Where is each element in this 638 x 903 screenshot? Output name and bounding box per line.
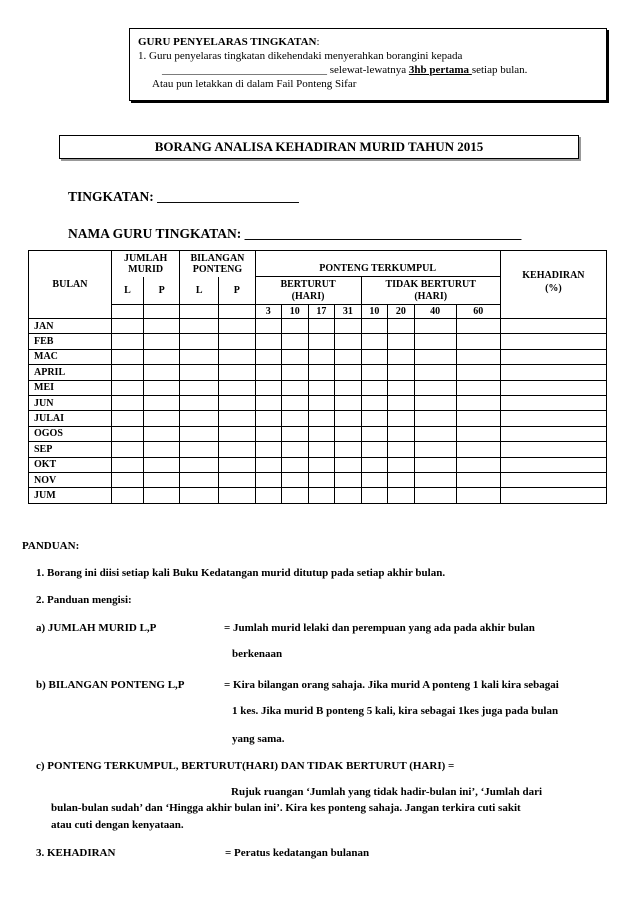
table-cell[interactable] bbox=[361, 472, 388, 487]
form-title: BORANG ANALISA KEHADIRAN MURID TAHUN 2015 bbox=[59, 135, 579, 159]
table-cell[interactable] bbox=[111, 334, 143, 349]
notice-box bbox=[129, 28, 607, 101]
header-kehadiran bbox=[500, 251, 606, 319]
table-cell[interactable] bbox=[335, 442, 362, 457]
table-cell[interactable] bbox=[180, 411, 219, 426]
table-cell[interactable] bbox=[219, 472, 255, 487]
table-cell[interactable] bbox=[361, 442, 388, 457]
notice-end: setiap bulan. bbox=[471, 64, 528, 76]
header-tidak-1: TIDAK BERTURUT bbox=[385, 278, 476, 290]
tidak-day-20: 20 bbox=[388, 305, 415, 319]
header-jumlah-l: L bbox=[111, 277, 143, 305]
table-cell[interactable] bbox=[219, 365, 255, 380]
table-cell[interactable] bbox=[335, 349, 362, 364]
table-cell[interactable] bbox=[456, 365, 500, 380]
berturut-day-17: 17 bbox=[308, 305, 335, 319]
table-cell[interactable] bbox=[308, 472, 335, 487]
table-cell[interactable] bbox=[388, 319, 415, 334]
table-cell[interactable] bbox=[111, 349, 143, 364]
table-cell[interactable] bbox=[388, 334, 415, 349]
table-cell[interactable] bbox=[255, 395, 282, 410]
header-berturut-1: BERTURUT bbox=[280, 278, 336, 290]
table-cell[interactable] bbox=[361, 426, 388, 441]
table-cell[interactable] bbox=[414, 472, 456, 487]
table-cell[interactable] bbox=[111, 319, 143, 334]
month-label: SEP bbox=[29, 442, 112, 457]
header-kehadiran-2: (%) bbox=[545, 283, 562, 294]
table-cell[interactable] bbox=[255, 365, 282, 380]
berturut-day-10: 10 bbox=[282, 305, 309, 319]
table-cell[interactable] bbox=[180, 395, 219, 410]
table-row bbox=[29, 349, 607, 364]
table-cell[interactable] bbox=[111, 472, 143, 487]
table-row bbox=[29, 426, 607, 441]
table-cell[interactable] bbox=[500, 319, 606, 334]
table-cell[interactable] bbox=[219, 349, 255, 364]
berturut-day-3: 3 bbox=[255, 305, 282, 319]
month-label: JAN bbox=[29, 319, 112, 334]
panduan-item-3-label: 3. KEHADIRAN bbox=[36, 847, 116, 859]
table-cell[interactable] bbox=[143, 426, 179, 441]
table-cell[interactable] bbox=[282, 380, 309, 395]
panduan-heading: PANDUAN: bbox=[22, 540, 80, 552]
attendance-table bbox=[28, 250, 607, 504]
table-cell[interactable] bbox=[219, 442, 255, 457]
header-kehadiran-1: KEHADIRAN bbox=[522, 270, 585, 281]
table-cell[interactable] bbox=[308, 426, 335, 441]
table-cell[interactable] bbox=[500, 442, 606, 457]
header-bilangan-p: P bbox=[219, 277, 255, 305]
month-label: OGOS bbox=[29, 426, 112, 441]
table-cell[interactable] bbox=[255, 319, 282, 334]
table-cell[interactable] bbox=[414, 365, 456, 380]
header-tidak-2: (HARI) bbox=[414, 290, 448, 302]
table-cell[interactable] bbox=[308, 334, 335, 349]
month-label: JULAI bbox=[29, 411, 112, 426]
header-bilangan-l: L bbox=[180, 277, 219, 305]
table-cell[interactable] bbox=[180, 334, 219, 349]
table-cell[interactable] bbox=[111, 457, 143, 472]
table-cell[interactable] bbox=[282, 442, 309, 457]
table-cell[interactable] bbox=[335, 411, 362, 426]
table-cell[interactable] bbox=[456, 380, 500, 395]
table-cell[interactable] bbox=[143, 380, 179, 395]
header-ponteng-terkumpul: PONTENG TERKUMPUL bbox=[255, 251, 500, 277]
table-cell[interactable] bbox=[255, 488, 282, 503]
table-cell[interactable] bbox=[500, 380, 606, 395]
table-cell[interactable] bbox=[143, 334, 179, 349]
header-jumlah-2: MURID bbox=[128, 263, 164, 275]
table-cell[interactable] bbox=[456, 319, 500, 334]
table-cell[interactable] bbox=[180, 488, 219, 503]
panduan-c-label: c) PONTENG TERKUMPUL, BERTURUT(HARI) DAN TIDAK BERTURUT (HARI) = bbox=[36, 760, 455, 772]
panduan-a-text-2: berkenaan bbox=[232, 648, 283, 660]
table-cell[interactable] bbox=[500, 426, 606, 441]
panduan-c-text-3: atau cuti dengan kenyataan. bbox=[51, 819, 184, 831]
table-cell[interactable] bbox=[282, 365, 309, 380]
panduan-c-text-2: bulan-bulan sudah’ dan ‘Hingga akhir bulan ini’. Kira kes ponteng sahaja. Jangan terkira cuti sakit bbox=[51, 802, 521, 814]
table-cell[interactable] bbox=[335, 380, 362, 395]
table-cell[interactable] bbox=[335, 319, 362, 334]
guru-tingkatan-field[interactable]: NAMA GURU TINGKATAN: _________________________________________ bbox=[68, 226, 522, 241]
table-cell[interactable] bbox=[308, 365, 335, 380]
table-cell[interactable] bbox=[361, 380, 388, 395]
table-cell[interactable] bbox=[111, 411, 143, 426]
table-cell[interactable] bbox=[335, 395, 362, 410]
table-cell[interactable] bbox=[282, 319, 309, 334]
table-cell[interactable] bbox=[180, 319, 219, 334]
tidak-day-40: 40 bbox=[414, 305, 456, 319]
table-cell[interactable] bbox=[388, 472, 415, 487]
table-cell[interactable] bbox=[180, 380, 219, 395]
table-cell[interactable] bbox=[456, 411, 500, 426]
panduan-item-3-text: = Peratus kedatangan bulanan bbox=[225, 847, 370, 859]
table-cell[interactable] bbox=[456, 349, 500, 364]
table-cell[interactable] bbox=[414, 411, 456, 426]
table-cell[interactable] bbox=[500, 365, 606, 380]
table-cell[interactable] bbox=[143, 319, 179, 334]
table-cell[interactable] bbox=[308, 349, 335, 364]
table-cell[interactable] bbox=[143, 411, 179, 426]
table-cell[interactable] bbox=[414, 334, 456, 349]
table-cell[interactable] bbox=[255, 457, 282, 472]
table-cell[interactable] bbox=[388, 457, 415, 472]
table-cell[interactable] bbox=[282, 411, 309, 426]
month-label: APRIL bbox=[29, 365, 112, 380]
table-cell[interactable] bbox=[111, 442, 143, 457]
table-cell[interactable] bbox=[361, 319, 388, 334]
blank-cell bbox=[111, 305, 143, 319]
header-bilangan-1: BILANGAN bbox=[190, 252, 245, 264]
table-cell[interactable] bbox=[219, 488, 255, 503]
table-cell[interactable] bbox=[388, 365, 415, 380]
table-cell[interactable] bbox=[414, 395, 456, 410]
table-cell[interactable] bbox=[111, 395, 143, 410]
table-cell[interactable] bbox=[282, 457, 309, 472]
table-cell[interactable] bbox=[255, 334, 282, 349]
notice-blank: ______________________________ bbox=[162, 64, 327, 76]
table-cell[interactable] bbox=[180, 426, 219, 441]
table-cell[interactable] bbox=[388, 488, 415, 503]
table-row bbox=[29, 442, 607, 457]
header-bilangan-2: PONTENG bbox=[192, 263, 243, 275]
table-cell[interactable] bbox=[500, 349, 606, 364]
table-cell[interactable] bbox=[308, 457, 335, 472]
table-cell[interactable] bbox=[219, 380, 255, 395]
table-cell[interactable] bbox=[388, 426, 415, 441]
table-cell[interactable] bbox=[308, 442, 335, 457]
table-cell[interactable] bbox=[282, 472, 309, 487]
month-label: MAC bbox=[29, 349, 112, 364]
table-cell[interactable] bbox=[111, 488, 143, 503]
table-cell[interactable] bbox=[219, 334, 255, 349]
table-cell[interactable] bbox=[180, 472, 219, 487]
table-cell[interactable] bbox=[255, 472, 282, 487]
notice-mid: selewat-lewatnya bbox=[327, 64, 409, 76]
table-cell[interactable] bbox=[180, 442, 219, 457]
table-cell[interactable] bbox=[308, 411, 335, 426]
table-cell[interactable] bbox=[414, 442, 456, 457]
blank-cell bbox=[219, 305, 255, 319]
table-cell[interactable] bbox=[219, 411, 255, 426]
header-berturut bbox=[255, 277, 361, 305]
month-label: NOV bbox=[29, 472, 112, 487]
table-row bbox=[29, 411, 607, 426]
header-bulan: BULAN bbox=[29, 251, 112, 319]
table-cell[interactable] bbox=[143, 472, 179, 487]
tidak-day-60: 60 bbox=[456, 305, 500, 319]
berturut-day-31: 31 bbox=[335, 305, 362, 319]
table-cell[interactable] bbox=[282, 334, 309, 349]
table-cell[interactable] bbox=[335, 426, 362, 441]
table-cell[interactable] bbox=[335, 472, 362, 487]
table-cell[interactable] bbox=[308, 319, 335, 334]
table-cell[interactable] bbox=[255, 426, 282, 441]
table-cell[interactable] bbox=[414, 488, 456, 503]
table-cell[interactable] bbox=[456, 395, 500, 410]
header-jumlah-1: JUMLAH bbox=[123, 252, 168, 264]
header-bilangan-ponteng bbox=[180, 251, 255, 277]
table-cell[interactable] bbox=[456, 426, 500, 441]
table-cell[interactable] bbox=[361, 411, 388, 426]
panduan-c-text-1: Rujuk ruangan ‘Jumlah yang tidak hadir-bulan ini’, ‘Jumlah dari bbox=[231, 786, 543, 798]
table-row bbox=[29, 395, 607, 410]
table-cell[interactable] bbox=[335, 457, 362, 472]
table-cell[interactable] bbox=[361, 334, 388, 349]
table-cell[interactable] bbox=[219, 426, 255, 441]
notice-title: GURU PENYELARAS TINGKATAN bbox=[138, 36, 317, 48]
table-cell[interactable] bbox=[219, 319, 255, 334]
table-cell[interactable] bbox=[500, 488, 606, 503]
table-row bbox=[29, 334, 607, 349]
table-cell[interactable] bbox=[219, 457, 255, 472]
month-label: FEB bbox=[29, 334, 112, 349]
panduan-item-1: 1. Borang ini diisi setiap kali Buku Kedatangan murid ditutup pada setiap akhir bulan. bbox=[36, 567, 446, 579]
table-cell[interactable] bbox=[414, 426, 456, 441]
table-cell[interactable] bbox=[456, 472, 500, 487]
table-cell[interactable] bbox=[308, 488, 335, 503]
table-cell[interactable] bbox=[414, 349, 456, 364]
month-rows bbox=[29, 319, 607, 504]
table-cell[interactable] bbox=[255, 442, 282, 457]
notice-line-1: 1. Guru penyelaras tingkatan dikehendaki menyerahkan borangini kepada bbox=[138, 50, 463, 62]
table-row bbox=[29, 488, 607, 503]
table-cell[interactable] bbox=[361, 488, 388, 503]
table-cell[interactable] bbox=[180, 457, 219, 472]
header-tidak-berturut bbox=[361, 277, 500, 305]
table-cell[interactable] bbox=[361, 395, 388, 410]
notice-line-3: Atau pun letakkan di dalam Fail Ponteng Sifar bbox=[152, 78, 357, 90]
month-label: JUN bbox=[29, 395, 112, 410]
table-cell[interactable] bbox=[500, 457, 606, 472]
table-row bbox=[29, 472, 607, 487]
table-cell[interactable] bbox=[111, 365, 143, 380]
notice-deadline: 3hb pertama bbox=[408, 64, 472, 76]
table-cell[interactable] bbox=[143, 488, 179, 503]
table-cell[interactable] bbox=[219, 395, 255, 410]
table-row bbox=[29, 319, 607, 334]
notice-colon: : bbox=[316, 36, 320, 48]
table-cell[interactable] bbox=[180, 349, 219, 364]
table-cell[interactable] bbox=[282, 488, 309, 503]
header-jumlah-murid bbox=[111, 251, 180, 277]
header-berturut-2: (HARI) bbox=[291, 290, 325, 302]
table-cell[interactable] bbox=[361, 365, 388, 380]
table-cell[interactable] bbox=[255, 380, 282, 395]
notice-line-2 bbox=[138, 63, 606, 77]
table-cell[interactable] bbox=[361, 349, 388, 364]
table-cell[interactable] bbox=[388, 442, 415, 457]
table-cell[interactable] bbox=[456, 442, 500, 457]
table-cell[interactable] bbox=[414, 319, 456, 334]
table-row bbox=[29, 380, 607, 395]
table-cell[interactable] bbox=[143, 395, 179, 410]
table-cell[interactable] bbox=[500, 472, 606, 487]
table-cell[interactable] bbox=[456, 457, 500, 472]
table-cell[interactable] bbox=[335, 334, 362, 349]
blank-cell bbox=[180, 305, 219, 319]
table-cell[interactable] bbox=[111, 380, 143, 395]
panduan-b-text-2: 1 kes. Jika murid B ponteng 5 kali, kira sebagai 1kes juga pada bulan bbox=[232, 705, 559, 717]
table-cell[interactable] bbox=[456, 488, 500, 503]
table-cell[interactable] bbox=[308, 380, 335, 395]
table-row bbox=[29, 457, 607, 472]
panduan-item-2: 2. Panduan mengisi: bbox=[36, 594, 132, 606]
table-row bbox=[29, 365, 607, 380]
blank-cell bbox=[143, 305, 179, 319]
table-cell[interactable] bbox=[500, 395, 606, 410]
table-cell[interactable] bbox=[143, 349, 179, 364]
panduan-b-label: b) BILANGAN PONTENG L,P bbox=[36, 679, 185, 691]
table-cell[interactable] bbox=[388, 395, 415, 410]
table-cell[interactable] bbox=[111, 426, 143, 441]
panduan-a-text-1: = Jumlah murid lelaki dan perempuan yang ada pada akhir bulan bbox=[224, 622, 535, 634]
table-cell[interactable] bbox=[335, 488, 362, 503]
table-cell[interactable] bbox=[388, 411, 415, 426]
table-cell[interactable] bbox=[361, 457, 388, 472]
panduan-a-label: a) JUMLAH MURID L,P bbox=[36, 622, 157, 634]
table-cell[interactable] bbox=[500, 334, 606, 349]
table-cell[interactable] bbox=[255, 349, 282, 364]
table-cell[interactable] bbox=[500, 411, 606, 426]
table-cell[interactable] bbox=[282, 426, 309, 441]
table-cell[interactable] bbox=[143, 365, 179, 380]
table-cell[interactable] bbox=[282, 349, 309, 364]
table-cell[interactable] bbox=[308, 395, 335, 410]
table-cell[interactable] bbox=[456, 334, 500, 349]
table-cell[interactable] bbox=[255, 411, 282, 426]
panduan-b-text-1: = Kira bilangan orang sahaja. Jika murid A ponteng 1 kali kira sebagai bbox=[224, 679, 559, 691]
table-cell[interactable] bbox=[388, 349, 415, 364]
table-cell[interactable] bbox=[388, 380, 415, 395]
table-cell[interactable] bbox=[414, 457, 456, 472]
month-label: OKT bbox=[29, 457, 112, 472]
header-jumlah-p: P bbox=[143, 277, 179, 305]
table-cell[interactable] bbox=[143, 457, 179, 472]
table-cell[interactable] bbox=[414, 380, 456, 395]
panduan-b-text-3: yang sama. bbox=[232, 733, 285, 745]
table-cell[interactable] bbox=[335, 365, 362, 380]
tingkatan-field[interactable]: TINGKATAN: _____________________ bbox=[68, 189, 299, 204]
month-label: JUM bbox=[29, 488, 112, 503]
table-cell[interactable] bbox=[180, 365, 219, 380]
table-cell[interactable] bbox=[282, 395, 309, 410]
month-label: MEI bbox=[29, 380, 112, 395]
tidak-day-10: 10 bbox=[361, 305, 388, 319]
table-cell[interactable] bbox=[143, 442, 179, 457]
